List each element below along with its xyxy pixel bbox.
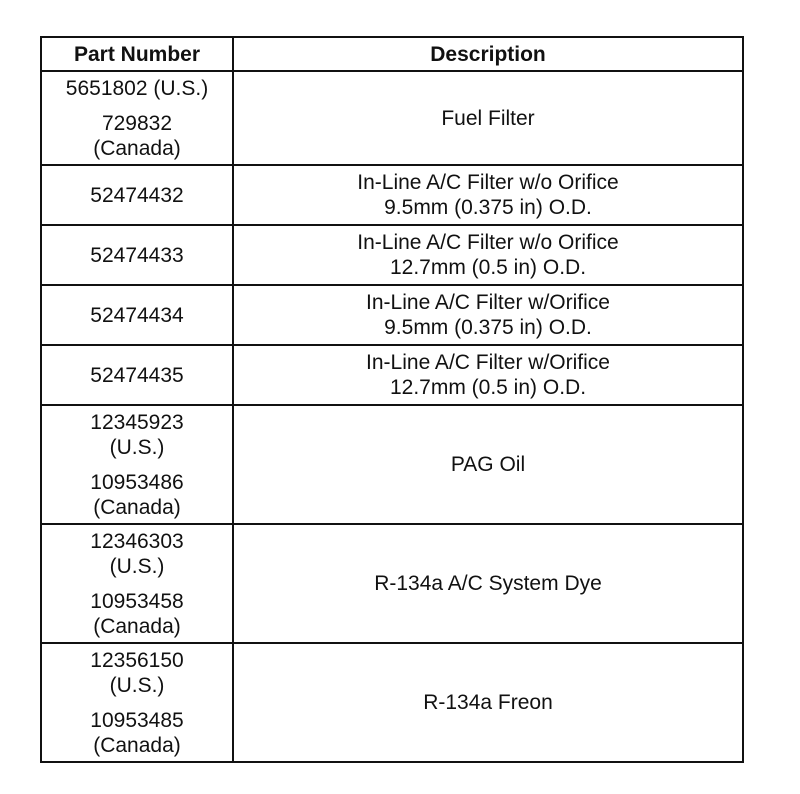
parts-table	[40, 36, 744, 763]
description-text: PAG Oil	[450, 453, 526, 476]
part-number-cell	[41, 643, 233, 762]
part-number-cell	[41, 345, 233, 405]
part-number-canada	[48, 589, 226, 639]
table-row	[41, 165, 743, 225]
part-number-cell	[41, 524, 233, 643]
description-cell	[233, 524, 743, 643]
part-number-text: 5651802 (U.S.)	[65, 76, 209, 100]
part-number-cell	[41, 165, 233, 225]
description-text: In-Line A/C Filter w/o Orifice	[357, 231, 619, 254]
table-row	[41, 345, 743, 405]
part-number-text: 12356150	[90, 648, 184, 672]
part-region-text: (Canada)	[93, 136, 181, 160]
part-number-us	[48, 76, 226, 101]
part-number-text: 12345923	[90, 410, 184, 434]
description-text: R-134a Freon	[423, 691, 553, 714]
header-description: Description	[233, 37, 743, 71]
description-text: R-134a A/C System Dye	[374, 572, 602, 595]
part-number-cell	[41, 285, 233, 345]
part-number-canada	[48, 708, 226, 758]
part-region-text: (U.S.)	[109, 554, 165, 578]
description-cell	[233, 165, 743, 225]
description-text: In-Line A/C Filter w/Orifice	[366, 291, 610, 314]
table-row	[41, 285, 743, 345]
part-number-text: 12346303	[90, 529, 184, 553]
description-cell	[233, 643, 743, 762]
description-cell	[233, 345, 743, 405]
description-size-text: 9.5mm (0.375 in) O.D.	[384, 316, 592, 339]
part-number-cell	[41, 405, 233, 524]
description-cell	[233, 405, 743, 524]
part-number-text: 10953486	[90, 470, 184, 494]
part-number-cell	[41, 71, 233, 165]
part-number-canada	[48, 470, 226, 520]
part-number-text: 729832	[101, 111, 173, 135]
part-number-text: 10953458	[90, 589, 184, 613]
part-region-text: (Canada)	[93, 495, 181, 519]
part-number-canada	[48, 111, 226, 161]
part-number-text: 10953485	[90, 708, 184, 732]
description-size-text: 12.7mm (0.5 in) O.D.	[389, 376, 587, 399]
description-cell	[233, 71, 743, 165]
part-number-text: 52474433	[90, 243, 184, 267]
header-row	[41, 37, 743, 71]
part-number-text: 52474432	[90, 183, 184, 207]
table-row	[41, 71, 743, 165]
description-text: In-Line A/C Filter w/Orifice	[366, 351, 610, 374]
description-cell	[233, 225, 743, 285]
part-number-us	[48, 410, 226, 460]
part-number-us	[48, 529, 226, 579]
description-size-text: 12.7mm (0.5 in) O.D.	[389, 256, 587, 279]
table-row	[41, 643, 743, 762]
part-number-us	[48, 648, 226, 698]
description-text: In-Line A/C Filter w/o Orifice	[357, 171, 619, 194]
part-region-text: (U.S.)	[109, 435, 165, 459]
table-row	[41, 524, 743, 643]
table-row	[41, 225, 743, 285]
part-number-cell	[41, 225, 233, 285]
table-row	[41, 405, 743, 524]
header-part-number: Part Number	[41, 37, 233, 71]
part-number-text: 52474434	[90, 303, 184, 327]
part-region-text: (Canada)	[93, 614, 181, 638]
part-region-text: (U.S.)	[109, 673, 165, 697]
description-size-text: 9.5mm (0.375 in) O.D.	[384, 196, 592, 219]
part-number-text: 52474435	[90, 363, 184, 387]
part-region-text: (Canada)	[93, 733, 181, 757]
description-cell	[233, 285, 743, 345]
description-text: Fuel Filter	[441, 106, 535, 130]
